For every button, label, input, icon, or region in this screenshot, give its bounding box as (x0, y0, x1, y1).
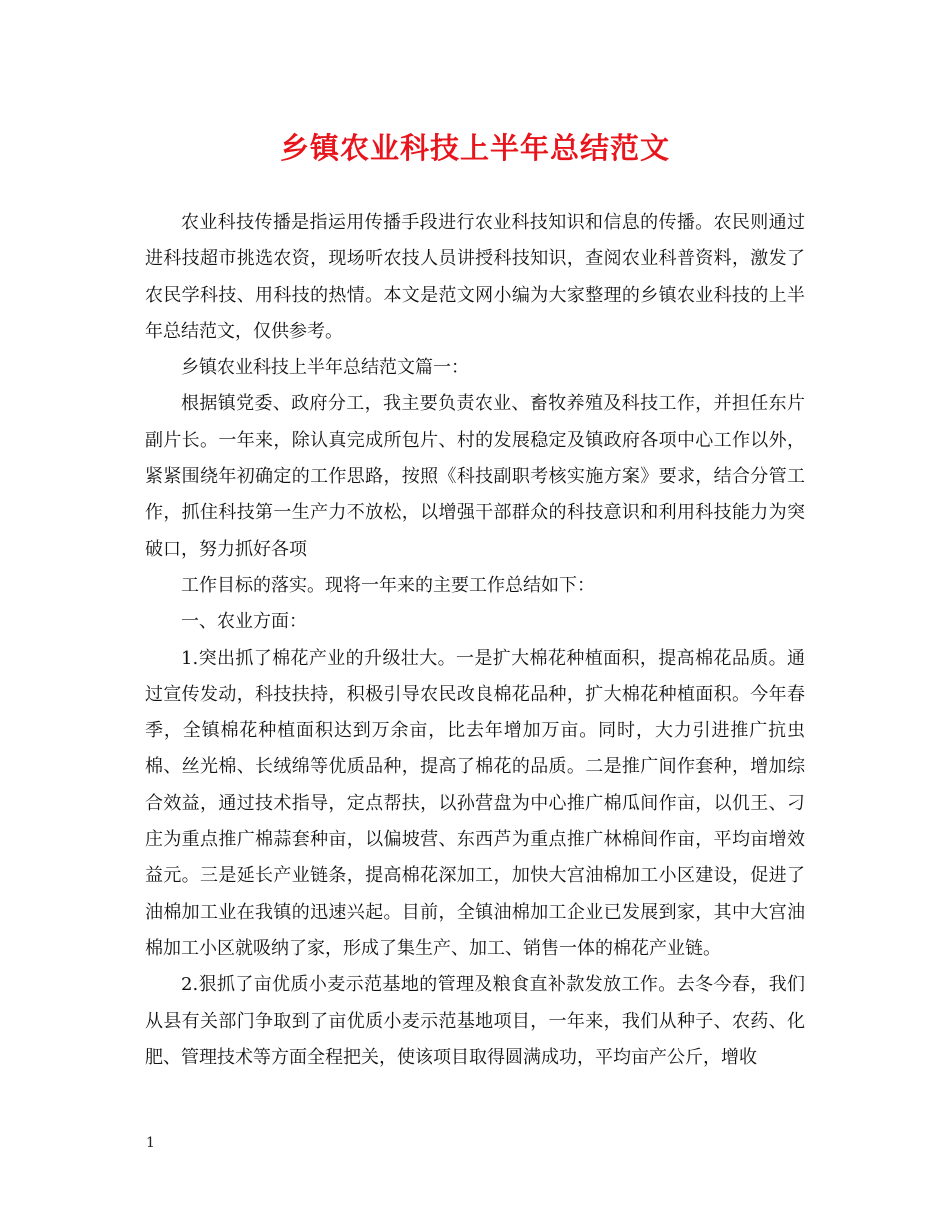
document-body (145, 205, 805, 1076)
body-paragraph: 2.狠抓了亩优质小麦示范基地的管理及粮食直补款发放工作。去冬今春，我们从县有关部门争取到了亩优质小麦示范基地项目，一年来，我们从种子、农药、化肥、管理技术等方面全程把关，使该项目取得圆满成功，平均亩产公斤，增收 (145, 974, 805, 1068)
body-paragraph: 工作目标的落实。现将一年来的主要工作总结如下： (181, 574, 595, 596)
section-heading-part-one: 乡镇农业科技上半年总结范文篇一： (181, 357, 469, 379)
intro-paragraph: 农业科技传播是指运用传播手段进行农业科技知识和信息的传播。农民则通过进科技超市挑选农资，现场听农技人员讲授科技知识，查阅农业科普资料，激发了农民学科技、用科技的热情。本文是范文网小编为大家整理的乡镇农业科技的上半年总结范文，仅供参考。 (145, 212, 805, 342)
section-heading-agriculture: 一、农业方面： (181, 611, 307, 633)
body-paragraph: 根据镇党委、政府分工，我主要负责农业、畜牧养殖及科技工作，并担任东片副片长。一年来，除认真完成所包片、村的发展稳定及镇政府各项中心工作以外，紧紧围绕年初确定的工作思路，按照《科技副职考核实施方案》要求，结合分管工作，抓住科技第一生产力不放松，以增强干部群众的科技意识和利用科技能力为突破口，努力抓好各项 (145, 393, 805, 560)
page-number: 1 (146, 1135, 155, 1151)
document-title: 乡镇农业科技上半年总结范文 (279, 131, 670, 165)
body-paragraph: 1.突出抓了棉花产业的升级壮大。一是扩大棉花种植面积，提高棉花品质。通过宣传发动，科技扶持，积极引导农民改良棉花品种，扩大棉花种植面积。今年春季，全镇棉花种植面积达到万余亩，比去年增加万亩。同时，大力引进推广抗虫棉、丝光棉、长绒绵等优质品种，提高了棉花的品质。二是推广间作套种，增加综合效益，通过技术指导，定点帮扶，以孙营盘为中心推广棉瓜间作亩，以仉王、刁庄为重点推广棉蒜套种亩，以偏坡营、东西芦为重点推广林棉间作亩，平均亩增效益元。三是延长产业链条，提高棉花深加工，加快大宫油棉加工小区建设，促进了油棉加工业在我镇的迅速兴起。目前，全镇油棉加工企业已发展到家，其中大宫油棉加工小区就吸纳了家，形成了集生产、加工、销售一体的棉花产业链。 (145, 647, 805, 959)
